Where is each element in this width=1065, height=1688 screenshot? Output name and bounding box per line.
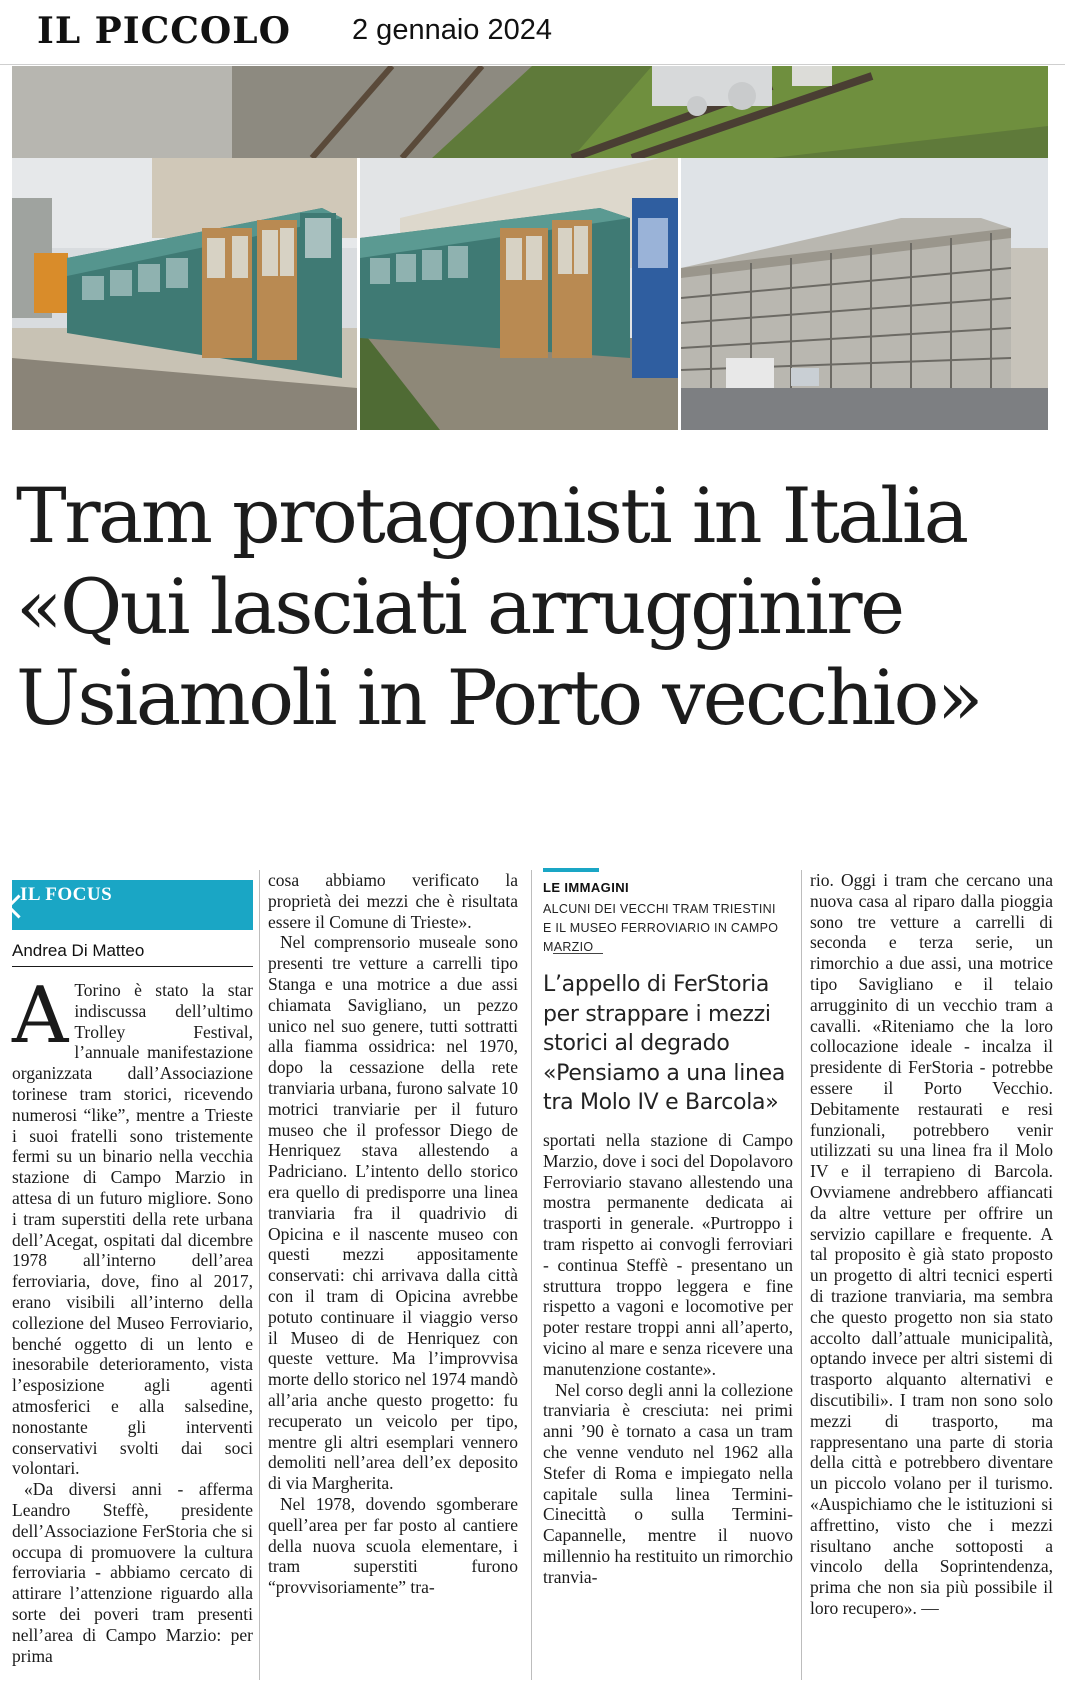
building-image — [681, 158, 1048, 430]
column-2 — [268, 870, 518, 1680]
column-3 — [543, 1130, 793, 1680]
photo-strip — [12, 158, 1048, 430]
rails-image — [12, 66, 1048, 158]
section-label: LE IMMAGINI — [543, 880, 630, 895]
subhead-line-5: tra Molo IV e Barcola» — [543, 1090, 779, 1115]
subheadline — [543, 970, 793, 1118]
headline-line-3: Usiamoli in Porto vecchio» — [16, 653, 981, 742]
column-4 — [810, 870, 1053, 1680]
headline — [16, 470, 1056, 743]
photo-tram-left — [12, 158, 357, 430]
column-1 — [12, 971, 253, 1680]
drop-cap: A — [12, 971, 69, 1061]
column-divider — [531, 870, 532, 1680]
column-1-paragraph-1 — [12, 971, 253, 1479]
photo-building — [681, 158, 1048, 430]
tram-image-middle — [360, 158, 678, 430]
section-accent-rule — [543, 868, 599, 872]
byline: Andrea Di Matteo — [12, 941, 145, 960]
column-4-paragraph-1: rio. Oggi i tram che cercano una nuova casa al riparo dalla pioggia sono tre vetture a carrelli di seconda e terza serie, un rimorchio a due assi, una motrice tipo Savigliano e il telaio arrugginito di un vecchio tram a cavalli. «Riteniamo che la loro collocazione ideale - incalza il presidente di FerStoria - potrebbe essere il Porto Vecchio. Debitamente restaurati e resi funzionali, potrebbero venir utilizzati su una linea fra il Molo IV e il terrapieno di Barcola. Ovviamene andrebbero affiancati da altre vetture per offrire un servizio capillare e frequente. A tal proposito è già stato proposto un progetto di altri tecnici esperti di trazione tranviaria, ma sembra che questo progetto non sia stato accolto dall’attuale municipalità, optando invece per altri sistemi di trasporto alquanto alternativi e discutibili». I tram non sono solo mezzi di trasporto, ma rappresentano una parte di storia della città e potrebbero diventare un piccolo volano per il turismo. «Auspichiamo che le istituzioni si affrettino, visto che i mezzi risultano anche sottoposti a vincolo della Soprintendenza, prima che non sia più possibile il loro recupero». — — [810, 870, 1053, 1618]
masthead — [0, 0, 1065, 65]
photo-caption: ALCUNI DEI VECCHI TRAM TRIESTINI E IL MUSEO FERROVIARIO IN CAMPO MARZIO — [543, 902, 779, 954]
column-divider — [801, 870, 802, 1680]
column-divider — [259, 870, 260, 1680]
column-2-paragraph-3: Nel 1978, dovendo sgomberare quell’area per far posto al cantiere della nuova scuola elementare, i tram superstiti furono “provvisoriamente” tra- — [268, 1493, 518, 1598]
column-3-paragraph-1: sportati nella stazione di Campo Marzio, dove i soci del Dopolavoro Ferroviario stavano allestendo una mostra permanente dedicata ai trasporti in generale. «Purtroppo i tram rispetto ai convogli ferroviari - continua Steffè - presentano un struttura troppo leggera e fine rispetto a vagoni e locomotive per poter restare troppi anni all’aperto, vicino al mare e senza ricevere una manutenzione costante». — [543, 1130, 793, 1379]
publication-date: 2 gennaio 2024 — [352, 14, 552, 46]
column-2-paragraph-1: cosa abbiamo verificato la proprietà dei mezzi che è risultata essere il Comune di Trieste». — [268, 870, 518, 932]
headline-line-2: «Qui lasciati arrugginire — [16, 562, 903, 651]
byline-divider — [12, 966, 253, 967]
tram-image-left — [12, 158, 357, 430]
column-1-paragraph-2: «Da diversi anni - afferma Leandro Steffè, presidente dell’Associazione FerStoria che si occupa di promuovere la cultura ferroviaria - abbiamo cercato di attirare l’attenzione riguardo alla sorte dei poveri tram presenti nell’area di Campo Marzio: per prima — [12, 1479, 253, 1666]
subhead-line-4: «Pensiamo a una linea — [543, 1060, 786, 1086]
column-2-paragraph-2: Nel comprensorio museale sono presenti tre vetture a carrelli tipo Stanga e una motrice a due assi chiamata Savigliano, un pezzo unico nel suo genere, tutti sottratti alla fiamma ossidrica: nel 1970, dopo la cessazione della rete tranviaria urbana, furono salvate 10 motrici tranviarie per il futuro museo che il professor Diego de Henriquez stava allestendo a Padriciano. L’intento dello storico era quello di predisporre una linea tranviaria fra il quadrivio di Opicina e il nascente museo con questi mezzi appositamente conservati: chi arrivava dalla città con il tram di Opicina avrebbe potuto continuare il viaggio verso il Museo di de Henriquez con queste vetture. Ma l’improvvisa morte dello storico nel 1974 mandò all’aria anche questo progetto: fu recuperato un veicolo per tipo, mentre gli altri esemplari vennero demoliti nell’area dell’ex deposito di via Margherita. — [268, 932, 518, 1494]
subhead-line-3: storici al degrado — [543, 1031, 730, 1056]
focus-label-bar — [12, 880, 253, 930]
focus-label: IL FOCUS — [20, 884, 113, 905]
subhead-line-1: L’appello di FerStoria — [543, 972, 770, 997]
caption-divider — [553, 953, 603, 954]
subhead-line-2: per strappare i mezzi — [543, 1001, 771, 1027]
newspaper-name: IL PICCOLO — [37, 10, 291, 52]
headline-line-1: Tram protagonisti in Italia — [16, 471, 967, 560]
photo-tram-middle — [360, 158, 678, 430]
column-1-text-1: Torino è stato la star indiscussa dell’ultimo Trolley Festival, l’annuale manifestazione organizzata dall’Associazione torinese tram storici, ricevendo numerosi “like”, mentre a Trieste i suoi fratelli sono tristemente fermi su un binario nella vecchia stazione di Campo Marzio in attesa di un futuro migliore. Sono i tram superstiti della rete urbana dell’Acegat, ospitati dal dicembre 1978 all’interno dell’area ferroviaria, dove, fino al 2017, erano visibili all’interno della collezione del Museo Ferroviario, benché oggetto di un lento e inesorabile deterioramento, vista l’esposizione agli agenti atmosferici e alla salsedine, nonostante gli interventi conservativi svolti dai soci volontari. — [12, 980, 253, 1479]
photo-rails — [12, 66, 1048, 158]
column-3-paragraph-2: Nel corso degli anni la collezione tranviaria è cresciuta: nei primi anni ’90 è tornato a casa un tram che venne venduto nel 1962 alla Stefer di Roma e impiegato nella capitale sulla linea Termini-Cinecittà o sulla Termini-Capannelle, mentre il nuovo millennio ha restituito un rimorchio tranvia- — [543, 1379, 793, 1587]
